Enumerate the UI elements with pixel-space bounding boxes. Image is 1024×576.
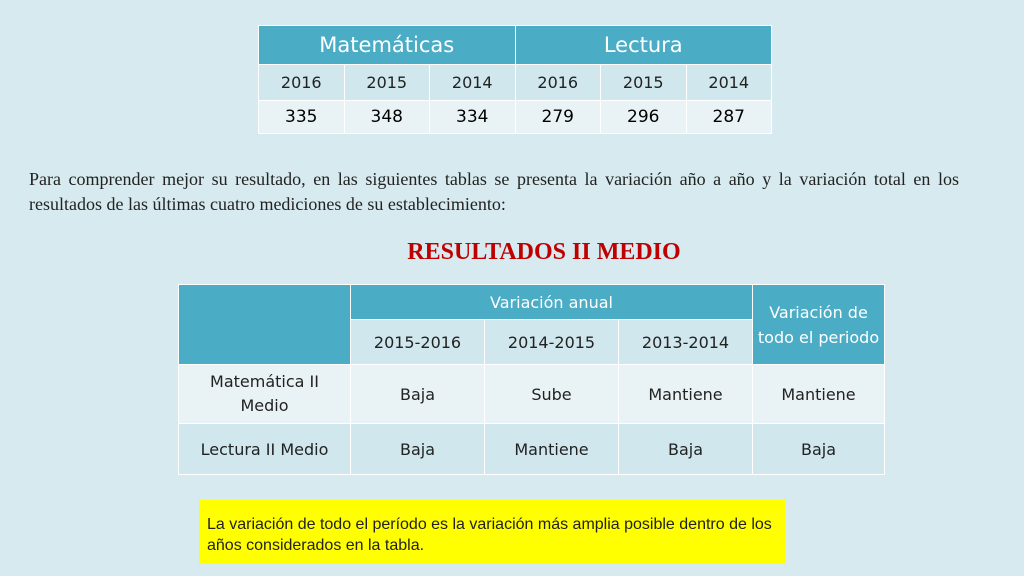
- math-group-header: Matemáticas: [259, 26, 516, 65]
- note-box: La variación de todo el período es la variación más amplia posible dentro de los años considerados en la tabla.: [199, 500, 785, 564]
- variation-cell: Mantiene: [619, 365, 753, 424]
- reading-group-header: Lectura: [515, 26, 772, 65]
- variation-cell: Baja: [753, 424, 885, 475]
- annual-variation-header: Variación anual: [351, 285, 753, 320]
- variation-cell: Mantiene: [753, 365, 885, 424]
- corner-cell: [179, 285, 351, 365]
- score-cell: 279: [515, 101, 601, 134]
- section-title: RESULTADOS II MEDIO: [407, 239, 681, 265]
- variation-cell: Mantiene: [485, 424, 619, 475]
- period-cell: 2014-2015: [485, 320, 619, 365]
- year-cell: 2015: [601, 65, 687, 101]
- row-label-reading: Lectura II Medio: [179, 424, 351, 475]
- results-table: [178, 284, 885, 475]
- total-variation-header: Variación de todo el periodo: [753, 285, 885, 365]
- year-cell: 2015: [344, 65, 430, 101]
- period-cell: 2015-2016: [351, 320, 485, 365]
- scores-table: [258, 25, 772, 134]
- score-cell: 296: [601, 101, 687, 134]
- year-cell: 2016: [259, 65, 345, 101]
- variation-cell: Baja: [619, 424, 753, 475]
- year-cell: 2016: [515, 65, 601, 101]
- variation-cell: Baja: [351, 365, 485, 424]
- score-cell: 348: [344, 101, 430, 134]
- table-row: [179, 424, 885, 475]
- intro-paragraph: Para comprender mejor su resultado, en las siguientes tablas se presenta la variación año a año y la variación total en los resultados de las últimas cuatro mediciones de su establecimiento:: [29, 169, 959, 214]
- score-cell: 334: [430, 101, 516, 134]
- year-cell: 2014: [686, 65, 772, 101]
- variation-cell: Baja: [351, 424, 485, 475]
- row-label-math: Matemática II Medio: [179, 365, 351, 424]
- year-cell: 2014: [430, 65, 516, 101]
- period-cell: 2013-2014: [619, 320, 753, 365]
- score-cell: 335: [259, 101, 345, 134]
- variation-cell: Sube: [485, 365, 619, 424]
- score-cell: 287: [686, 101, 772, 134]
- table-row: [179, 365, 885, 424]
